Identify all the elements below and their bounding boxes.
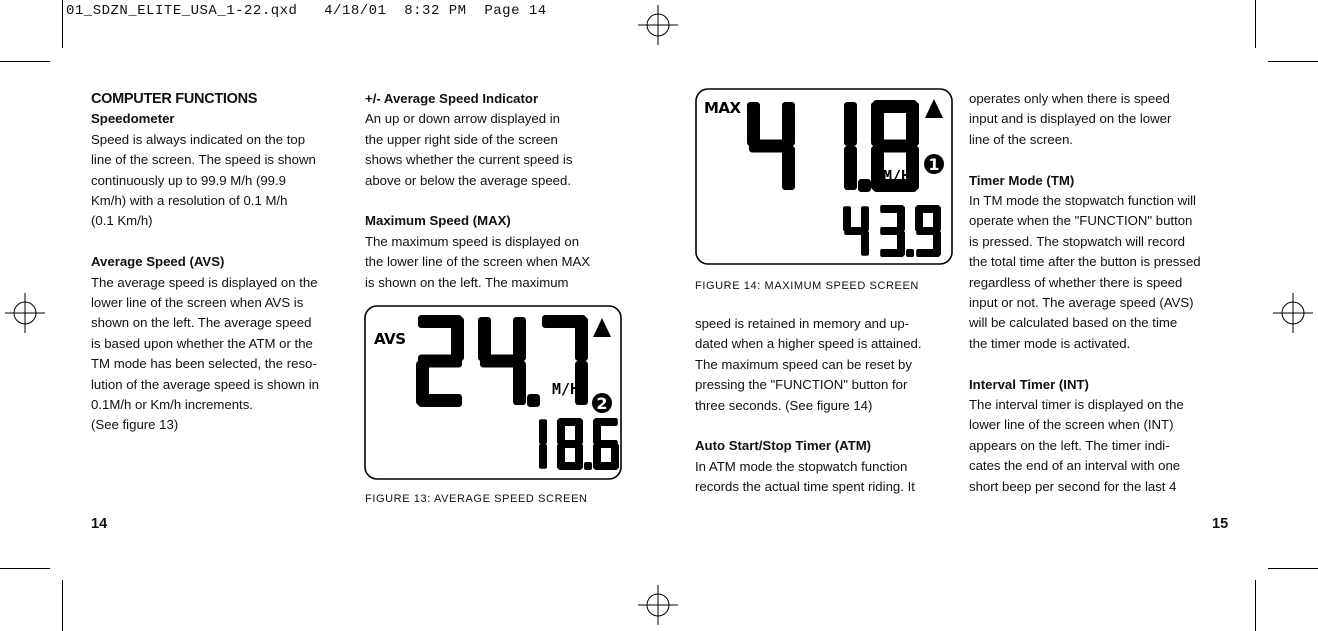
indicator-body <box>365 109 630 191</box>
text-line: short beep per second for the last 4 <box>969 478 1177 494</box>
crop-mark <box>1268 61 1318 62</box>
crop-mark <box>0 568 50 569</box>
text-line: line of the screen. The speed is shown <box>91 152 316 168</box>
column-1 <box>91 89 356 436</box>
text-line: TM mode has been selected, the reso- <box>91 356 317 372</box>
print-slug: 01_SDZN_ELITE_USA_1-22.qxd 4/18/01 8:32 PM Page 14 <box>66 3 547 19</box>
page-number-left: 14 <box>91 516 108 532</box>
lcd-segment <box>539 444 547 469</box>
text-line: The interval timer is displayed on the <box>969 397 1184 413</box>
text-line: The maximum speed is displayed on <box>365 233 580 249</box>
mode-label: AVS <box>374 330 406 348</box>
lcd-segment <box>897 231 905 256</box>
text-line: line of the screen. <box>969 131 1074 147</box>
text-line: The average speed is displayed on the <box>91 274 318 290</box>
text-line: In ATM mode the stopwatch function <box>695 458 908 474</box>
max-body <box>365 232 630 293</box>
lcd-decimal-point <box>906 249 914 257</box>
text-line: (0.1 Km/h) <box>91 213 153 229</box>
lcd-segment <box>843 206 851 231</box>
crop-mark <box>1268 568 1318 569</box>
lcd-segment <box>871 102 884 146</box>
column-2 <box>365 89 630 293</box>
text-line: In TM mode the stopwatch function will <box>969 193 1196 209</box>
text-line: 0.1M/h or Km/h increments. <box>91 397 253 413</box>
text-line: dated when a higher speed is attained. <box>695 336 922 352</box>
max-continued-body <box>695 314 963 416</box>
lcd-segment <box>451 317 464 361</box>
lcd-segment <box>861 231 869 256</box>
text-line: is pressed. The stopwatch will record <box>969 233 1185 249</box>
lcd-segment <box>513 317 526 361</box>
lcd-segment <box>782 146 795 190</box>
text-line: operates only when there is speed <box>969 91 1170 106</box>
text-line: (See figure 13) <box>91 417 179 433</box>
text-line: Speed is always indicated on the top <box>91 131 306 147</box>
lcd-segment <box>897 206 905 231</box>
registration-mark-left <box>5 293 45 333</box>
lcd-segment <box>933 206 941 231</box>
badge-number: 2 <box>596 394 608 413</box>
lcd-segment <box>539 419 547 444</box>
text-line: the timer mode is activated. <box>969 335 1131 351</box>
lcd-segment <box>513 361 526 405</box>
max-title: Maximum Speed (MAX) <box>365 213 511 229</box>
text-line: operate when the "FUNCTION" button <box>969 213 1193 229</box>
mode-label: MAX <box>704 99 741 117</box>
lcd-segment <box>611 444 619 469</box>
text-line: appears on the left. The timer indi- <box>969 437 1170 453</box>
text-line: lution of the average speed is shown in <box>91 376 319 392</box>
lcd-segment <box>478 317 491 361</box>
text-line: the lower line of the screen when MAX <box>365 254 591 270</box>
text-line: shown on the left. The average speed <box>91 315 312 331</box>
lcd-segment <box>557 419 565 444</box>
unit-label: M/H <box>552 380 580 398</box>
lcd-segment <box>915 206 923 231</box>
lcd-segment <box>575 317 588 361</box>
column-3 <box>695 314 963 498</box>
tm-title: Timer Mode (TM) <box>969 172 1075 188</box>
lcd-segment <box>844 102 857 146</box>
text-line: above or below the average speed. <box>365 172 572 188</box>
figure-13-lcd <box>364 305 624 481</box>
text-line: regardless of whether there is speed <box>969 274 1183 290</box>
text-line: the total time after the button is pressed <box>969 254 1201 270</box>
avs-title: Average Speed (AVS) <box>91 254 225 270</box>
text-line: is based upon whether the ATM or the <box>91 335 313 351</box>
crop-mark <box>1255 0 1256 48</box>
text-line: An up or down arrow displayed in <box>365 111 560 127</box>
text-line: will be calculated based on the time <box>969 315 1178 331</box>
text-line: The maximum speed can be reset by <box>695 356 912 372</box>
section-heading: COMPUTER FUNCTIONS <box>91 91 258 107</box>
speedometer-body <box>91 130 356 232</box>
lcd-decimal-point <box>858 179 871 192</box>
text-line: continuously up to 99.9 M/h (99.9 <box>91 172 287 188</box>
lcd-decimal-point <box>584 462 592 470</box>
crop-mark <box>62 0 63 48</box>
text-line: shows whether the current speed is <box>365 152 573 168</box>
crop-mark <box>62 580 63 631</box>
atm-body <box>695 457 963 498</box>
lcd-segment <box>844 146 857 190</box>
page-number-right: 15 <box>1212 516 1229 532</box>
figure-14-lcd <box>695 88 955 266</box>
int-body <box>969 395 1239 497</box>
lcd-decimal-point <box>527 394 540 407</box>
lcd-segment <box>557 444 565 469</box>
lcd-segment <box>575 419 583 444</box>
lcd-segment <box>782 102 795 146</box>
registration-mark-right <box>1273 293 1313 333</box>
text-line: three seconds. (See figure 14) <box>695 397 873 413</box>
indicator-title: +/- Average Speed Indicator <box>365 91 539 106</box>
figure-13-caption: FIGURE 13: AVERAGE SPEED SCREEN <box>365 493 588 505</box>
figure-14-caption: FIGURE 14: MAXIMUM SPEED SCREEN <box>695 280 919 292</box>
text-line: lower line of the screen when (INT) <box>969 417 1174 433</box>
speedometer-title: Speedometer <box>91 111 175 127</box>
avs-body <box>91 273 356 436</box>
text-line: cates the end of an interval with one <box>969 458 1181 474</box>
unit-label: M/H <box>883 167 911 185</box>
text-line: input and is displayed on the lower <box>969 111 1172 127</box>
lcd-segment <box>416 361 429 405</box>
lcd-segment <box>593 419 601 444</box>
lcd-segment <box>747 102 760 146</box>
column-4 <box>969 89 1239 497</box>
text-line: lower line of the screen when AVS is <box>91 295 304 311</box>
text-line: pressing the "FUNCTION" button for <box>695 377 908 393</box>
tm-body <box>969 191 1239 354</box>
crop-mark <box>1255 580 1256 631</box>
atm-title: Auto Start/Stop Timer (ATM) <box>695 438 872 454</box>
text-line: is shown on the left. The maximum <box>365 274 569 290</box>
registration-mark-top <box>638 5 678 45</box>
lcd-segment <box>906 102 919 146</box>
lcd-segment <box>593 444 601 469</box>
registration-mark-bottom <box>638 585 678 625</box>
atm-continued-body <box>969 89 1239 150</box>
text-line: Km/h) with a resolution of 0.1 M/h <box>91 193 288 209</box>
text-line: speed is retained in memory and up- <box>695 316 910 331</box>
badge-number: 1 <box>928 155 940 174</box>
lcd-segment <box>575 444 583 469</box>
text-line: records the actual time spent riding. It <box>695 479 915 495</box>
text-line: the upper right side of the screen <box>365 131 558 147</box>
lcd-segment <box>933 231 941 256</box>
int-title: Interval Timer (INT) <box>969 376 1089 392</box>
lcd-segment <box>861 206 869 231</box>
text-line: input or not. The average speed (AVS) <box>969 295 1194 311</box>
crop-mark <box>0 61 50 62</box>
